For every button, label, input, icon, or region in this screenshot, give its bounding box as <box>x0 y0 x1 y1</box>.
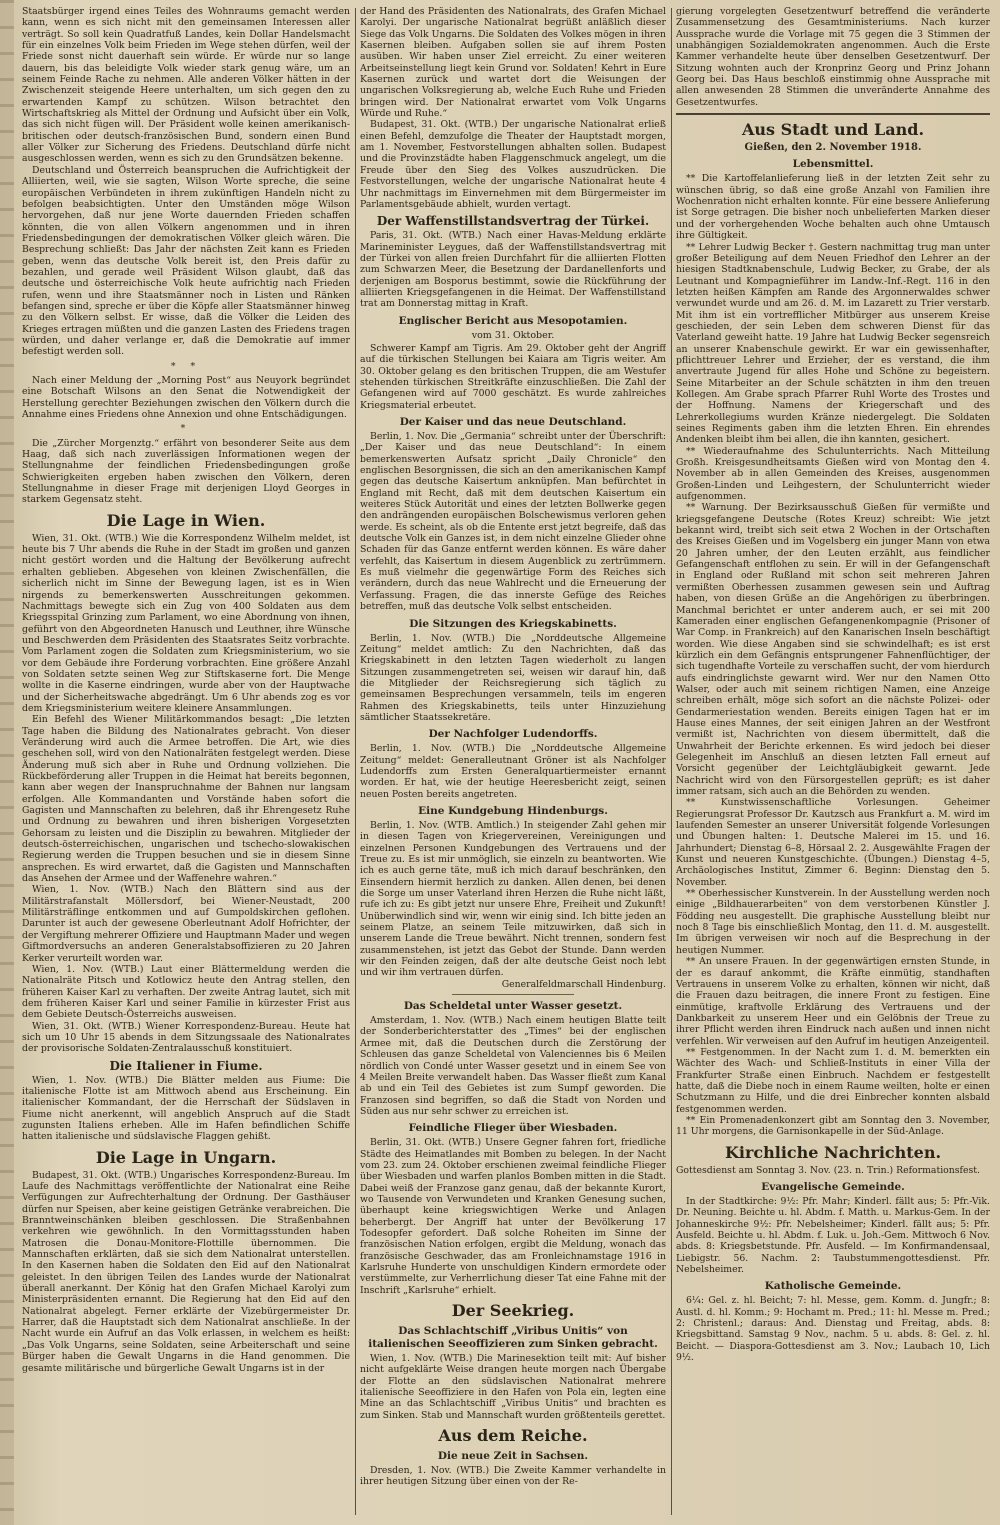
article-text: ** An unsere Frauen. In der gegenwärtigen ernsten Stunde, in der es darauf ankommt, die Kräfte einmütig, standhaften Vertrauens in unserem Volke zu erhalten, können wir nicht, daß die Frauen dazu beitragen, die innere Front zu festigen. Eine einmütige, kraftvolle Erklärung des Vertrauens und der Dankbarkeit zu unserem Heer und ein Gelöbnis der Treue zu ihrer Pflicht werden ihren Eindruck nach außen und innen nicht verfehlen. Wir verweisen auf den Aufruf im heutigen Anzeigenteil. <box>676 956 990 1047</box>
column-2 <box>360 6 666 1517</box>
headline-kaiser: Der Kaiser und das neue Deutschland. <box>399 416 627 428</box>
article-text: Schwerer Kampf am Tigris. Am 29. Oktober geht der Angriff auf die türkischen Stellungen bei Kaiara am Tigris weiter. Am 30. Oktober gelang es den britischen Truppen, die am Westufer stehenden türkischen Streitkräfte einzuschließen. Die Zahl der Gefangenen wird auf 7000 geschätzt. Es wurde zahlreiches Kriegsmaterial erbeutet. <box>360 342 666 411</box>
article-text: Wien, 1. Nov. (WTB.) Die Blätter melden aus Fiume: Die italienische Flotte ist am Mittwoch abend aus Erscheinung. Ein italienischer Kommandant, der die Herrschaft der Südslaven in Fiume nicht anerkennt, will angeblich Anspruch auf die Stadt zugunsten Italiens erheben. Alle im Hafen befindlichen Schiffe hatten italienische und südslavische Flaggen gehißt. <box>22 1074 350 1143</box>
article-text: Berlin, 1. Nov. (WTB.) Die „Norddeutsche Allgemeine Zeitung“ meldet amtlich: Zu den Nachrichten, daß das Kriegskabinett in den letzten Tagen wiederholt zu langen Sitzungen zusammengetreten sei, weisen wir darauf hin, daß die Mitglieder der Reichsregierung sich täglich zu gemeinsamen Besprechungen versammeln, teils im engeren Rahmen des Kriegskabinetts, teils unter Hinzuziehung sämtlicher Staatssekretäre. <box>360 632 666 723</box>
binding-edge <box>0 0 14 1525</box>
article-text: Wien, 1. Nov. (WTB.) Laut einer Blättermeldung werden die Nationalräte Pitsch und Kotlowicz heute den Antrag stellen, den früheren Kaiser Karl zu verhaften. Der zweite Antrag lautet, sich mit dem früheren Kaiser Karl und seiner Familie in kürzester Frist aus dem Gebiete Deutsch-Österreichs ausweisen. <box>22 963 350 1021</box>
headline-scheldetal: Das Scheldetal unter Wasser gesetzt. <box>403 1000 623 1013</box>
article-text: In der Stadtkirche: 9½: Pfr. Mahr; Kinderl. fällt aus; 5: Pfr.-Vik. Dr. Neuning. Beichte u. hl. Abdm. f. Matth. u. Markus-Gem. In der Johanneskirche 9½: Pfr. Nebelsheimer; Kinderl. fällt aus; 5: Pfr. Ausfeld. Beichte u. hl. Abdm. f. Luk. u. Joh.-Gem. Mittwoch 6 Nov. abds. 8: Kriegsbetstunde. Pfr. Ausfeld. — Im Konfirmandensaal, Liebigstr. 56. Nachm. 2: Taubstummengottesdienst. Pfr. Nebelsheimer. <box>676 1196 990 1276</box>
article-text: ** Die Kartoffelanlieferung ließ in der letzten Zeit sehr zu wünschen übrig, so daß eine große Anzahl von Familien ihre Wochenration nicht erhalten konnte. Für eine bessere Anlieferung ist Sorge getragen. Die bisher noch unbelieferten Marken dieser und der vorhergehenden Woche behalten auch ohne Umtausch ihre Gültigkeit. <box>676 173 990 242</box>
article-text: Ein Befehl des Wiener Militärkommandos besagt: „Die letzten Tage haben die Bildung des Nationalrates gebracht. Von dieser Veränderung wird auch die Armee betroffen. Die Art, wie dies geschehen soll, wird von den Nationalräten festgelegt werden. Diese Änderung muß sich aber in Ruhe und Ordnung vollziehen. Die Rückbeförderung aller Truppen in die Heimat hat bereits begonnen, kann aber wegen der Inanspruchnahme der Bahnen nur langsam erfolgen. Alle Kommandanten und Vorstände haben sofort die Gagisten und Mannschaften zu belehren, daß ihr Ehrengesetz Ruhe und Ordnung zu bewahren und ihren bisherigen Vorgesetzten Gehorsam zu leisten und die Disziplin zu bewahren. Mitglieder der deutsch-österreichischen, ungarischen und tschecho-slowakischen Regierung werden die Truppen besuchen und sie in diesem Sinne ansprechen. Es wird erwartet, daß die Gagisten und Mannschaften das Ansehen der Armee und der Waffenehre wahren.“ <box>22 714 350 885</box>
article-text: Wien, 31. Okt. (WTB.) Wie die Korrespondenz Wilhelm meldet, ist heute bis 7 Uhr abends die Ruhe in der Stadt im großen und ganzen nicht gestört worden und die Haltung der Bevölkerung aufrecht erhalten geblieben. Abgesehen von kleinen Zwischenfällen, die sicherlich nicht im Sinne der Bewegung lagen, ist es in Wien nirgends zu bemerkenswerten Ausschreitungen gekommen. Nachmittags bewegte sich ein Zug von 400 Soldaten aus dem Kriegsspital Grinzing zum Parlament, wo eine Abordnung von ihnen, geführt von den Abgeordneten Hanusch und Leuthner, ihre Wünsche und Beschwerden dem Präsidenten des Staatsrates Seitz vorbrachte. Vom Parlament zogen die Soldaten zum Kriegsministerium, wo sie vor dem Gebäude ihre Forderung vorbrachten. Eine größere Anzahl von Soldaten setzte seinen Weg zur Stiftskaserne fort. Die Menge wollte in die Kaserne eindringen, wurde aber von der Hauptwache und der Sicherheitswache abgedrängt. Um 6 Uhr abends zog es vor dem Kriegsministerium weitere kleinere Ansammlungen. <box>22 532 350 714</box>
article-text: Wien, 31. Okt. (WTB.) Wiener Korrespondenz-Bureau. Heute hat sich um 10 Uhr 15 abends in dem Sitzungssaale des Nationalrates der provisorische Soldaten-Zentralausschuß konstituiert. <box>22 1020 350 1055</box>
headline-lebensmittel: Lebensmittel. <box>792 158 874 171</box>
headline-kirchliche-nachrichten: Kirchliche Nachrichten. <box>724 1142 942 1162</box>
article-text: Dresden, 1. Nov. (WTB.) Die Zweite Kammer verhandelte in ihrer heutigen Sitzung über einen von der Re- <box>360 1465 666 1488</box>
section-rule <box>676 113 990 115</box>
article-text: ** Lehrer Ludwig Becker †. Gestern nachmittag trug man unter großer Beteiligung auf dem Neuen Friedhof den Lehrer an der hiesigen Stadtknabenschule, Ludwig Becker, zu Grabe, der als Leutnant und Kompagnieführer im Landw.-Inf.-Regt. 116 in den letzten heißen Kämpfen am Rande des Argonnerwaldes schwer verwundet wurde und am 26. d. M. im Lazarett zu Trier verstarb. Mit ihm ist ein vortrefflicher Mitbürger aus unserem Kreise geschieden, der sein Leben dem schweren Dienst für das Vaterland geweiht hatte. 19 Jahre hat Ludwig Becker segensreich an unserer Knabenschule gewirkt. Er war ein gewissenhafter, pflichttreuer Lehrer und Erzieher, der es verstand, die ihm anvertraute Jugend für alles Hohe und Schöne zu begeistern. Seine Mitarbeiter an der Schule schätzten in ihm den treuen Kollegen. Am Grabe sprach Pfarrer Ruhl Worte des Trostes und der Hoffnung. Namens der Kriegerschaft und des Lehrerkollegiums wurden Kränze niedergelegt. Die Soldaten seines Regiments gaben ihm die letzten Ehren. Ein ehrendes Andenken bleibt ihm bei allen, die ihn kannten, gesichert. <box>676 241 990 446</box>
article-text: ** Festgenommen. In der Nacht zum 1. d. M. bemerkten ein Wächter des Wach- und Schließ-Instituts in einer Villa der Frankfurter Straße einen Einbruch. Nachdem er festgestellt hatte, daß die Diebe noch in einem Raume weilten, holte er einen Schutzmann zu Hilfe, und die drei Einbrecher konnten alsbald festgenommen werden. <box>676 1046 990 1115</box>
article-text: Budapest, 31. Okt. (WTB.) Ungarisches Korrespondenz-Bureau. Im Laufe des Nachmittags veröffentlichte der Nationalrat eine Reihe Verfügungen zur Aufrechterhaltung der Ordnung. Der Gasthäuser dürfen nur Speisen, aber keine geistigen Getränke verabreichen. Die Branntweinschänken bleiben geschlossen. Die Straßenbahnen verkehren wie gewöhnlich. In den Vormittagsstunden haben Matrosen die Donau-Monitore-Flottille übernommen. Die Mannschaften erklärten, daß sie sich dem Nationalrat unterstellen. In den Kasernen haben die Soldaten den Eid auf den Nationalrat geleistet. In den übrigen Teilen des Landes wurde der Nationalrat überall anerkannt. Der König hat den Grafen Michael Karolyi zum Ministerpräsidenten ernannt. Die Regierung hat den Eid auf den Nationalrat abgelegt. Ferner erklärte der Vizebürgermeister Dr. Harrer, daß die Hauptstadt sich dem Nationalrat anschließe. In der Nacht wurde ein Aufruf an das Volk erlassen, in welchem es heißt: „Das Volk Ungarns, seine Soldaten, seine Arbeiterschaft und seine Bürger haben die Gewalt Ungarns in die Hand genommen. Die gesamte militärische und bürgerliche Gewalt Ungarns ist in der <box>22 1169 350 1374</box>
article-text: Budapest, 31. Okt. (WTB.) Der ungarische Nationalrat erließ einen Befehl, demzufolge die Theater der Hauptstadt morgen, am 1. November, Festvorstellungen abhalten sollen. Budapest und die Provinzstädte haben Flaggenschmuck angelegt, um die Freude über den Sieg des Volkes auszudrücken. Die Festvorstellungen, welche der ungarische Nationalrat heute 4 Uhr nachmittags im Einvernehmen mit dem Bürgermeister im Parlamentsgebäude abhielt, wurden vertagt. <box>360 119 666 210</box>
headline-evangelisch: Evangelische Gemeinde. <box>761 1181 905 1193</box>
article-text: Wien, 1. Nov. (WTB.) Die Marinesektion teilt mit: Auf bisher nicht aufgeklärte Weise drangen heute morgen nach Übergabe der Flotte an den südslavischen Nationalrat mehrere italienische Seeoffiziere in den Hafen von Pola ein, legten eine Mine an das Schlachtschiff „Viribus Unitis“ und brachten es zum Sinken. Stab und Mannschaft wurden größtenteils gerettet. <box>360 1353 666 1421</box>
headline-ludendorff: Der Nachfolger Ludendorffs. <box>428 728 598 741</box>
article-text: Amsterdam, 1. Nov. (WTB.) Nach einem heutigen Blatte teilt der Sonderberichterstatter des „Times“ bei der englischen Armee mit, daß die Deutschen durch die Zerstörung der Schleusen das ganze Scheldetal von Valenciennes bis 6 Meilen nördlich von Condé unter Wasser gesetzt und in einem See von 4 Meilen Breite verwandelt haben. Das Wasser fließt zum Kanal ab und ein Teil des Gebietes ist zum Sumpf geworden. Die Franzosen sind begriffen, so daß die Stadt von Norden und Süden aus nur sehr schwer zu erreichen ist. <box>360 1015 666 1117</box>
separator-stars: * <box>180 423 192 435</box>
headline-ungarn: Die Lage in Ungarn. <box>95 1147 277 1167</box>
signature-hindenburg: Generalfeldmarschall Hindenburg. <box>501 978 666 990</box>
article-text: Berlin, 31. Okt. (WTB.) Unsere Gegner fahren fort, friedliche Städte des Heimatlandes mit Bomben zu belegen. In der Nacht vom 23. zum 24. Oktober erschienen zweimal feindliche Flieger über Wiesbaden und warfen planlos Bomben mitten in die Stadt. Dabei weiß der Franzose ganz genau, daß der bekannte Kurort, wo Tausende von Verwundeten und Kranken Genesung suchen, überhaupt keine kriegswichtigen Werke und Anlagen beherbergt. Der Angriff hat unter der Bevölkerung 17 Todesopfer gefordert. Daß solche Roheiten im Sinne der französischen Nation erfolgen, ergibt die Meldung, wonach das französische Geschwader, das am Fronleichnamstage 1916 in Karlsruhe Hunderte von unschuldigen Kindern ermordete oder verstümmelte, zur Verherrlichung dieser Tat eine Fahne mit der Inschrift „Karlsruhe“ erhielt. <box>360 1137 666 1296</box>
headline-wien: Die Lage in Wien. <box>106 510 266 530</box>
article-text: Die „Zürcher Morgenztg.“ erfährt von besonderer Seite aus dem Haag, daß sich nach zuverlässigen Informationen wegen der Stellungnahme der feindlichen Friedensbedingungen große Schwierigkeiten ergeben haben zwischen den Völkern, deren Stellungnahme in dieser Frage mit derjenigen Lloyd Georges in starkem Gegensatz steht. <box>22 437 350 506</box>
article-text: Berlin, 1. Nov. Die „Germania“ schreibt unter der Überschrift: „Der Kaiser und das neue Deutschland“: In einem bemerkenswerten Aufsatz spricht „Daily Chronicle“ den englischen Besorgnissen, die sich an den amerikanischen Kampf gegen das deutsche Kaisertum anknüpfen. Man befürchtet in England mit Recht, daß mit dem deutschen Kaisertum ein weiteres Stück Autorität und eines der letzten Bollwerke gegen den andrängenden europäischen Bolschewismus verloren gehen werde. Es scheint, als ob die Entente erst jetzt begreife, daß das deutsche Volk ein Ganzes ist, in dem nicht einzelne Glieder ohne Schaden für das Ganze entfernt werden können. Es wäre daher verfehlt, das Kaisertum in diesem Augenblick zu zertrümmern. Es muß vielmehr die gegenwärtige Form des Reiches sich verändern, durch das neue Wahlrecht und die Erneuerung der Verfassung. Fragen, die das innerste Gefüge des Reiches betreffen, muß das deutsche Volk selbst entscheiden. <box>360 431 666 613</box>
headline-viribus-unitis: Das Schlachtschiff „Viribus Unitis“ von italienischen Seeoffizieren zum Sinken gebracht. <box>368 1325 658 1351</box>
column-3 <box>676 6 990 1517</box>
headline-reiche: Aus dem Reiche. <box>438 1426 588 1446</box>
article-text: ** Kunstwissenschaftliche Vorlesungen. Geheimer Regierungsrat Professor Dr. Kautzsch aus Frankfurt a. M. wird im laufenden Semester an unserer Universität folgende Vorlesungen und Übungen halten: 1. Deutsche Malerei im 15. und 16. Jahrhundert; Dienstag 6–8, Hörsaal 2. 2. Ausgewählte Fragen der Kunst und neueren Kunstgeschichte. (Übungen.) Dienstag 4–5, Archäologisches Institut, Zimmer 6. Beginn: Dienstag den 5. November. <box>676 797 990 888</box>
article-text: Paris, 31. Okt. (WTB.) Nach einer Havas-Meldung erklärte Marineminister Leygues, daß der Waffenstillstandsvertrag mit der Türkei von allen freien Durchfahrt für die alliierten Flotten zum Schwarzen Meer, die Besetzung der Dardanellenforts und derjenigen am Bosporus bestimmt, sowie die Rückführung der alliierten Kriegsgefangenen in die Heimat. Der Waffenstillstand trat am Donnerstag mittag in Kraft. <box>360 230 666 310</box>
article-text: ** Wiederaufnahme des Schulunterrichts. Nach Mitteilung Großh. Kreisgesundheitsamts Gießen wird von Montag den 4. November ab in allen Gemeinden des Kreises, ausgenommen Großen-Linden und Leihgestern, der Schulunterricht wieder aufgenommen. <box>676 445 990 503</box>
headline-wiesbaden: Feindliche Flieger über Wiesbaden. <box>408 1122 618 1135</box>
headline-waffenstillstand: Der Waffenstillstandsvertrag der Türkei. <box>376 214 650 229</box>
article-text: Berlin, 1. Nov. (WTB.) Die „Norddeutsche Allgemeine Zeitung“ meldet: Generalleutnant Gröner ist als Nachfolger Ludendorffs zum Ersten Generalquartiermeister ernannt worden. Er hat, wie der heutige Heeresbericht zeigt, seinen neuen Posten bereits angetreten. <box>360 743 666 800</box>
column-1 <box>22 6 350 1517</box>
divider <box>452 994 574 995</box>
article-text: ** Oberhessischer Kunstverein. In der Ausstellung werden noch einige „Bildhauerarbeiten“ von dem verstorbenen Künstler J. Födding neu ausgestellt. Die graphische Ausstellung bleibt nur noch 8 Tage bis einschließlich Montag, den 11. d. M. ausgestellt. Im übrigen verweisen wir noch auf die Besprechung in der heutigen Nummer. <box>676 888 990 956</box>
subheading: vom 31. Oktober. <box>471 329 555 341</box>
separator-stars: * * <box>170 360 202 372</box>
article-text: ** Warnung. Der Bezirksausschuß Gießen für vermißte und kriegsgefangene Deutsche (Rotes Kreuz) schreibt: Wie jetzt bekannt wird, treibt sich seit etwa 2 Wochen in der Ortschaften des Kreises Gießen und im Vogelsberg ein junger Mann von etwa 20 Jahren umher, der den Leuten erzählt, aus feindlicher Gefangenschaft entflohen zu sein. Er will in der Gefangenschaft in England oder Rußland mit schon seit mehreren Jahren vermißten Oberhessen zusammen gewesen sein und Auftrag haben, von diesen Grüße an die Angehörigen zu überbringen. Manchmal berichtet er unter anderem auch, er sei mit 200 Kameraden einer englischen Gefangenenkompagnie (Prisoner of War Comp. in Frankreich) auf den Kanarischen Inseln beschäftigt worden. Wie diese Angaben sind sie schwindelhaft; es ist erst kürzlich ein dem Gefängnis entsprungener Fahnenflüchtiger, der sich tugendhafte Vorteile zu verschaffen sucht, der vom hierdurch aufs eindringlichste gewarnt wird. Wer nur den Namen Otto Walser, oder auch mit seinem richtigen Namen, eine Anzeige schreiben erhält, möge sich sofort an die nächste Polizei- oder Gendarmeriestation wenden. Bereits einigen Tagen hat er im Hause eines Mannes, der seit einigen Jahren an der Westfront vermißt ist, Nachrichten von diesem übermittelt, daß die Unwahrheit der Berichte erkennen. Es wird jedoch bei dieser Gelegenheit im Anschluß an diesen letzten Fall erneut auf Vorsicht gegenüber der Leichtgläubigkeit gewarnt. Jede Nachricht wird von den Fürsorgestellen geprüft; es ist daher immer ratsam, sich auch an die Behörden zu wenden. <box>676 502 990 797</box>
article-text: 6¼: Gel. z. hl. Beicht; 7: hl. Messe, gem. Komm. d. Jungfr.; 8: Austl. d. hl. Komm.; 9: Hochamt m. Pred.; 11: hl. Messe m. Pred.; 2: Christenl.; daraus: And. Dienstag und Freitag, abds. 8: Kriegsbittand. Samstag 9 Nov., nachm. 5 u. abds. 8: Gel. z. hl. Beicht. — Diaspora-Gottesdienst am 3. Nov.; Laubach 10, Lich 9½. <box>676 1295 990 1364</box>
article-text: der Hand des Präsidenten des Nationalrats, des Grafen Michael Karolyi. Der ungarische Nationalrat begrüßt anläßlich dieser Siege das Volk Ungarns. Die Soldaten des Volkes mögen in ihren Kasernen bleiben. Aufgaben sollen sie auf ihrem Posten ausüben. Wir haben unser Ziel erreicht. Zu einer weiteren Arbeitseinstellung liegt kein Grund vor. Soldaten! Kehrt in Eure Kasernen zurück und wartet dort die Weisungen der ungarischen Volksregierung ab, welche Euch Ruhe und Frieden bringen wird. Der Nationalrat erwartet vom Volk Ungarns Würde und Ruhe.“ <box>360 6 666 120</box>
headline-katholisch: Katholische Gemeinde. <box>764 1280 902 1293</box>
article-text: Deutschland und Österreich beanspruchen die Aufrichtigkeit der Alliierten, weil, wie sie sagten, Wilson Worte spreche, die seine europäischen Verbündeten in ihrem zukünftigen Handeln nicht zu befolgen beabsichtigten. Unter den Umständen möge Wilson hervorgehen, daß nur jene Worte dauernden Frieden schaffen könnten, die von allen Völkern angenommen und in ihren Friedensbedingungen der demokratischen Völker gleich wären. Die Besprechung schließt: Das Jahr der nächsten Zeit kann es Frieden geben, wenn das deutsche Volk bereit ist, den Preis dafür zu bezahlen, und gerade weil Präsident Wilson glaubt, daß das deutsche und österreichische Volk heute aufrichtig nach Frieden rufen, wenn und ihre Staatsmänner noch in Listen und Ränken befangen sind, spreche er über die Köpfe aller Staatsmänner hinweg zu den Völkern selbst. Er wisse, daß die Völker die Leiden des Krieges ertragen müßten und die ganzen Lasten des Friedens tragen würden, und daher verlange er, daß die Demokratie auf immer befestigt werden soll. <box>22 164 350 358</box>
article-text: Berlin, 1. Nov. (WTB. Amtlich.) In steigender Zahl gehen mir in diesen Tagen von Kriegervereinen, Vereinigungen und einzelnen Personen Kundgebungen des Vertrauens und der Treue zu. Es ist mir unmöglich, sie einzeln zu beantworten. Wie ich es auch gerne täte, muß ich mich darauf beschränken, den Einsendern hiermit herzlich zu danken. Allen denen, bei denen die Sorge um unser Vaterland ihren Herzen die Ruhe nicht läßt, rufe ich zu: Es gibt jetzt nur unsere Ehre, Freiheit und Zukunft! Unüberwindlich sind wir, wenn wir einig sind. Ich bitte jeden an seinem Platze, an seinem Teile mitzuwirken, daß sich in unserem Lande die Treue bewährt. Nicht trennen, sondern fest zusammenstehen, ist jetzt das Gebot der Stunde. Dann werden wir den Feinden zeigen, daß der alte deutsche Geist noch lebt und wir ihm vertrauen dürfen. <box>360 819 666 979</box>
article-text: Gottesdienst am Sonntag 3. Nov. (23. n. Trin.) Reformationsfest. <box>676 1164 980 1176</box>
column-rule <box>671 8 672 1515</box>
article-text: ** Ein Promenadenkonzert gibt am Sonntag den 3. November, 11 Uhr morgens, die Garnisonkapelle in der Süd-Anlage. <box>676 1114 990 1138</box>
headline-stadt-und-land: Aus Stadt und Land. <box>741 120 925 140</box>
article-text: Nach einer Meldung der „Morning Post“ aus Neuyork begründet eine Botschaft Wilsons an den Senat die Notwendigkeit der Herstellung gerechter Beziehungen zwischen den Völkern durch die Annahme eines Friedens ohne Annexion und ohne Entschädigungen. <box>22 375 350 421</box>
headline-kriegskabinett: Die Sitzungen des Kriegskabinetts. <box>409 617 617 630</box>
headline-seekrieg: Der Seekrieg. <box>451 1301 575 1321</box>
article-text: Staatsbürger irgend eines Teiles des Wohnraums gemacht werden kann, wenn es sich nicht mit den gemeinsamen Interessen aller verträgt. So soll kein Quadratfuß Landes, kein Dollar Handelsmacht für ein einzelnes Volk beim Frieden im Wege stehen dürfen, weil der Friede sonst nicht dauerhaft sein würde. Er würde nur so lange dauern, bis das beleidigte Volk wieder stark genug wäre, um an seinem Feinde Rache zu nehmen. Alle anderen Völker hätten in der Zwischenzeit steigende Heere unterhalten, um sich gegen den zu erwartenden Kampf zu schützen. Wilson betrachtet den Wirtschaftskrieg als Mittel der Ordnung und Aufsicht über ein Volk, das sich nicht fügen will. Der Präsident wolle keinen amerikanisch-britischen oder deutsch-französischen Bund, sondern einen Bund aller Völker zur Sicherung des Friedens. Deutschland dürfe nicht ausgeschlossen werden, wenn es sich zu den Grundsätzen bekenne. <box>22 6 350 165</box>
headline-mesopotamien: Englischer Bericht aus Mesopotamien. <box>398 314 628 327</box>
headline-fiume: Die Italiener in Fiume. <box>109 1058 263 1073</box>
dateline: Gießen, den 2. November 1918. <box>744 142 922 154</box>
article-text: gierung vorgelegten Gesetzentwurf betreffend die veränderte Zusammensetzung des Gesamtministeriums. Nach kurzer Aussprache wurde die Vorlage mit 75 gegen die 3 Stimmen der unabhängigen Sozialdemokraten angenommen. Auch die Erste Kammer verhandelte heute über denselben Gesetzentwurf. Der Sitzung wohnten auch der Kronprinz Georg und Prinz Johann Georg bei. Das Haus beschloß einstimmig ohne Aussprache mit allen anwesenden 28 Stimmen die unveränderte Annahme des Gesetzentwurfes. <box>676 6 990 108</box>
column-rule <box>355 8 356 1515</box>
article-text: Wien, 1. Nov. (WTB.) Nach den Blättern sind aus der Militärstrafanstalt Möllersdorf, bei Wiener-Neustadt, 200 Militärsträflinge entkommen und auf Gumpoldskirchen geflohen. Darunter ist auch der gewesene Oberleutnant Adolf Hofrichter, der der Vergiftung mehrerer Offiziere und Hauptmann Mader und wegen Giftmordversuchs an anderen Generalstabsoffizieren zu 20 Jahren Kerker verurteilt worden war. <box>22 884 350 964</box>
headline-hindenburg: Eine Kundgebung Hindenburgs. <box>418 804 608 817</box>
headline-sachsen: Die neue Zeit in Sachsen. <box>437 1450 589 1463</box>
